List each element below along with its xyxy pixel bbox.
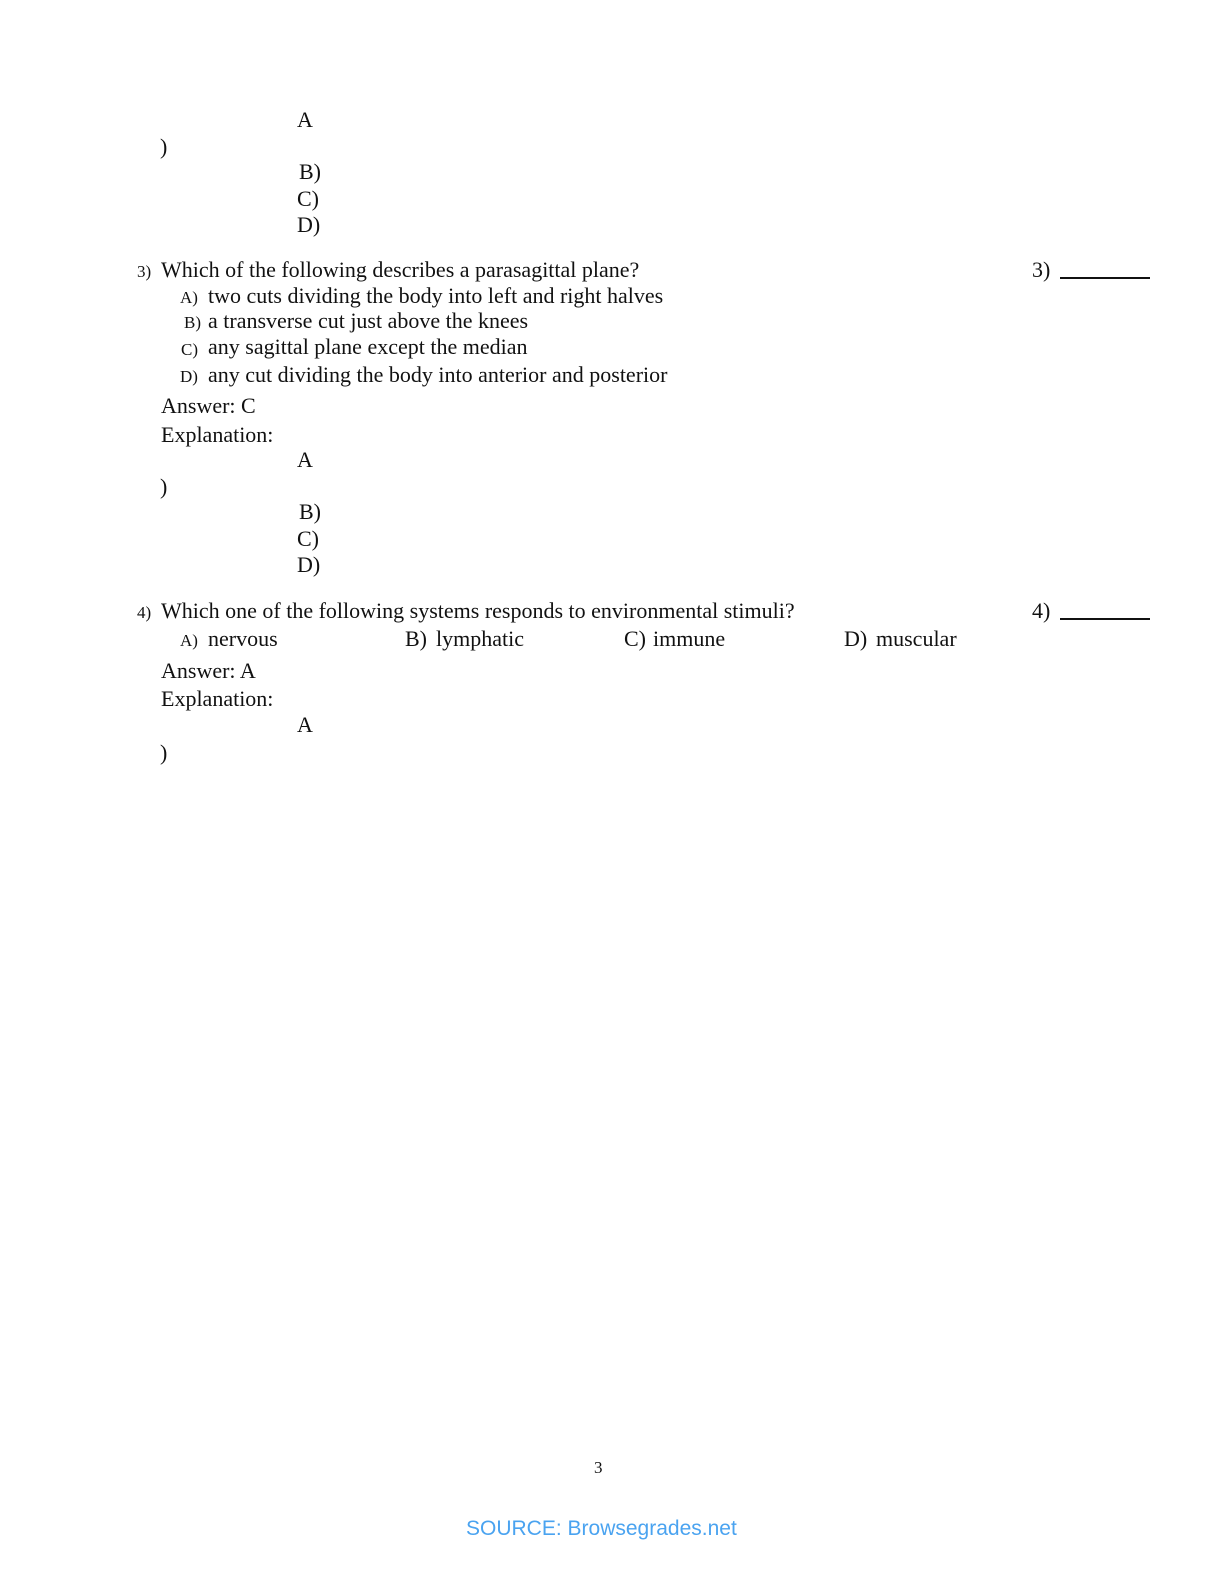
- q3-exp-d: D): [297, 552, 321, 577]
- q3-option-c-text: any sagittal plane except the median: [208, 334, 528, 359]
- q3-answer-blank[interactable]: [1060, 277, 1150, 279]
- q3-option-d-text: any cut dividing the body into anterior and posterior: [208, 362, 668, 387]
- q3-option-b-label: B): [184, 313, 201, 332]
- source-watermark: SOURCE: Browsegrades.net: [466, 1517, 737, 1540]
- q3-exp-a-letter: A: [297, 447, 313, 472]
- q3-explanation-label: Explanation:: [161, 422, 274, 447]
- q3-answer: Answer: C: [161, 393, 256, 418]
- q3-option-c-label: C): [181, 340, 198, 359]
- carryover-a-paren: ): [160, 134, 168, 159]
- q3-exp-b: B): [299, 499, 321, 524]
- q4-option-b-label: B): [405, 626, 427, 651]
- q4-option-c-label: C): [624, 626, 646, 651]
- q3-option-a-text: two cuts dividing the body into left and right halves: [208, 283, 664, 308]
- q3-option-b-text: a transverse cut just above the knees: [208, 308, 529, 333]
- q3-number: 3): [137, 262, 152, 281]
- q4-option-b-text: lymphatic: [436, 626, 524, 651]
- q4-option-a-label: A): [180, 631, 198, 650]
- q4-option-d-label: D): [844, 626, 868, 651]
- q4-question: Which one of the following systems responds to environmental stimuli?: [161, 598, 795, 623]
- carryover-a-letter: A: [297, 107, 313, 132]
- q3-question: Which of the following describes a parasagittal plane?: [161, 257, 640, 282]
- q4-number: 4): [137, 603, 152, 622]
- q4-option-c-text: immune: [653, 626, 726, 651]
- q4-explanation-label: Explanation:: [161, 686, 274, 711]
- q3-right-number: 3): [1032, 257, 1051, 282]
- carryover-d: D): [297, 212, 321, 237]
- q3-option-d-label: D): [180, 367, 198, 386]
- carryover-c: C): [297, 186, 319, 211]
- q4-answer-blank[interactable]: [1060, 618, 1150, 620]
- q3-option-a-label: A): [180, 288, 198, 307]
- q4-option-a-text: nervous: [208, 626, 278, 651]
- q4-answer: Answer: A: [161, 658, 256, 683]
- q4-exp-a-paren: ): [160, 740, 168, 765]
- q3-exp-a-paren: ): [160, 474, 168, 499]
- q4-option-d-text: muscular: [876, 626, 957, 651]
- q4-right-number: 4): [1032, 598, 1051, 623]
- q4-exp-a-letter: A: [297, 712, 313, 737]
- q3-exp-c: C): [297, 526, 319, 551]
- page-number: 3: [594, 1458, 603, 1477]
- carryover-b: B): [299, 159, 321, 184]
